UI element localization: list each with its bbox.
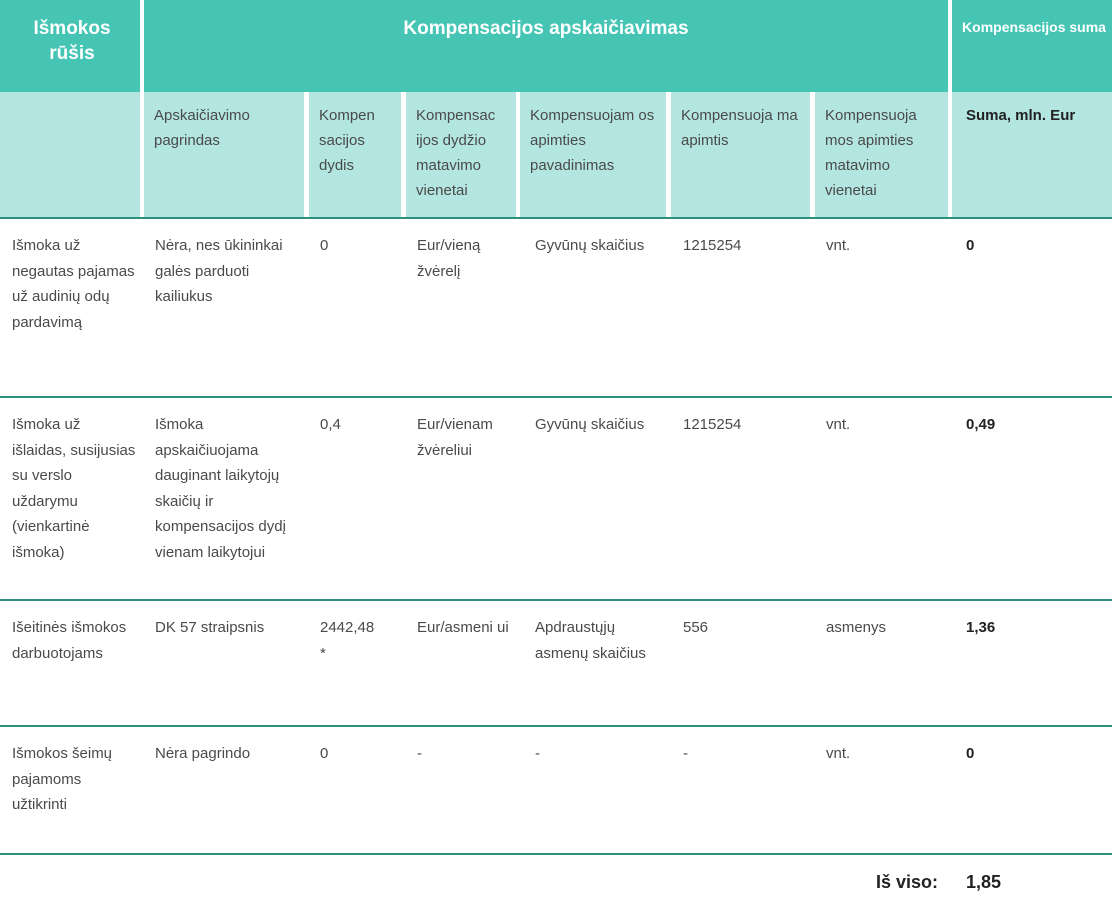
row-4-type: Išmokos šeimų pajamoms užtikrinti [12, 745, 113, 813]
row-3-size-unit: Eur/asmeni ui [417, 619, 509, 636]
row-2-scope-unit: vnt. [826, 416, 851, 433]
row-4-size-unit: - [417, 745, 422, 762]
row-2-basis: Išmoka apskaičiuojama dauginant laikytojų skaičių ir kompensacijos dydį vienam laikytojui [155, 416, 286, 561]
row-1-sum: 0 [966, 237, 975, 254]
subheader-scope-cell [671, 92, 810, 218]
total-value: 1,85 [966, 872, 1002, 892]
total-label: Iš viso: [875, 872, 938, 892]
subheader-basis-label: Apskaičiavimo pagrindas [154, 107, 250, 149]
row-4-scope-name: - [535, 745, 540, 762]
row-4-basis: Nėra pagrindo [155, 745, 251, 762]
subheader-scope-label: Kompensuoja ma apimtis [681, 107, 798, 149]
row-divider [0, 725, 1112, 727]
row-2-size: 0,4 [320, 416, 341, 433]
row-3-sum: 1,36 [966, 619, 996, 636]
row-divider [0, 217, 1112, 219]
subheader-scope-name-cell [520, 92, 666, 218]
subheader-scope-unit-cell [815, 92, 948, 218]
subheader-scope-unit-label: Kompensuoja mos apimties matavimo vienetai [825, 107, 917, 199]
subheader-scope-name-label: Kompensuojam os apimties pavadinimas [530, 107, 655, 174]
row-3-scope: 556 [683, 619, 709, 636]
row-1-scope-name: Gyvūnų skaičius [535, 237, 645, 254]
header-calc-cell [144, 0, 948, 92]
header-calc-label: Kompensacijos apskaičiavimas [403, 18, 689, 39]
row-3-scope-name: Apdraustųjų asmenų skaičius [535, 619, 646, 662]
header-type-cell [0, 0, 140, 92]
subheader-sum-label: Suma, mln. Eur [966, 107, 1076, 124]
subheader-size-label: Kompen sacijos dydis [319, 107, 375, 174]
row-2-scope: 1215254 [683, 416, 742, 433]
subheader-size-unit-label: Kompensac ijos dydžio matavimo vienetai [416, 107, 496, 199]
row-3-type: Išeitinės išmokos darbuotojams [12, 619, 127, 662]
subheader-sum-cell [952, 92, 1112, 218]
row-4-scope-unit: vnt. [826, 745, 851, 762]
row-1-scope: 1215254 [683, 237, 742, 254]
subheader-type-cell [0, 92, 140, 218]
header-sum-cell [952, 0, 1112, 92]
row-1-type: Išmoka už negautas pajamas už audinių odų pardavimą [12, 237, 135, 331]
row-3-size: 2442,48 * [320, 619, 375, 662]
row-2-type: Išmoka už išlaidas, susijusias su verslo uždarymu (vienkartinė išmoka) [12, 416, 136, 561]
row-4-scope: - [683, 745, 688, 762]
subheader-basis-cell [144, 92, 304, 218]
row-1-size: 0 [320, 237, 329, 254]
row-1-scope-unit: vnt. [826, 237, 851, 254]
row-1-basis: Nėra, nes ūkininkai galės parduoti kailiukus [155, 237, 283, 305]
row-4-sum: 0 [966, 745, 975, 762]
row-2-size-unit: Eur/vienam žvėreliui [417, 416, 493, 459]
row-2-sum: 0,49 [966, 416, 996, 433]
row-divider [0, 853, 1112, 855]
row-divider [0, 599, 1112, 601]
subheader-size-unit-cell [406, 92, 516, 218]
header-sum-label: Kompensacijos suma [962, 19, 1106, 35]
header-type-label: Išmokos rūšis [33, 18, 111, 64]
row-1-size-unit: Eur/vieną žvėrelį [417, 237, 481, 280]
row-3-basis: DK 57 straipsnis [155, 619, 265, 636]
row-2-scope-name: Gyvūnų skaičius [535, 416, 645, 433]
row-3-scope-unit: asmenys [826, 619, 887, 636]
row-divider [0, 396, 1112, 398]
row-4-size: 0 [320, 745, 329, 762]
subheader-size-cell [309, 92, 401, 218]
